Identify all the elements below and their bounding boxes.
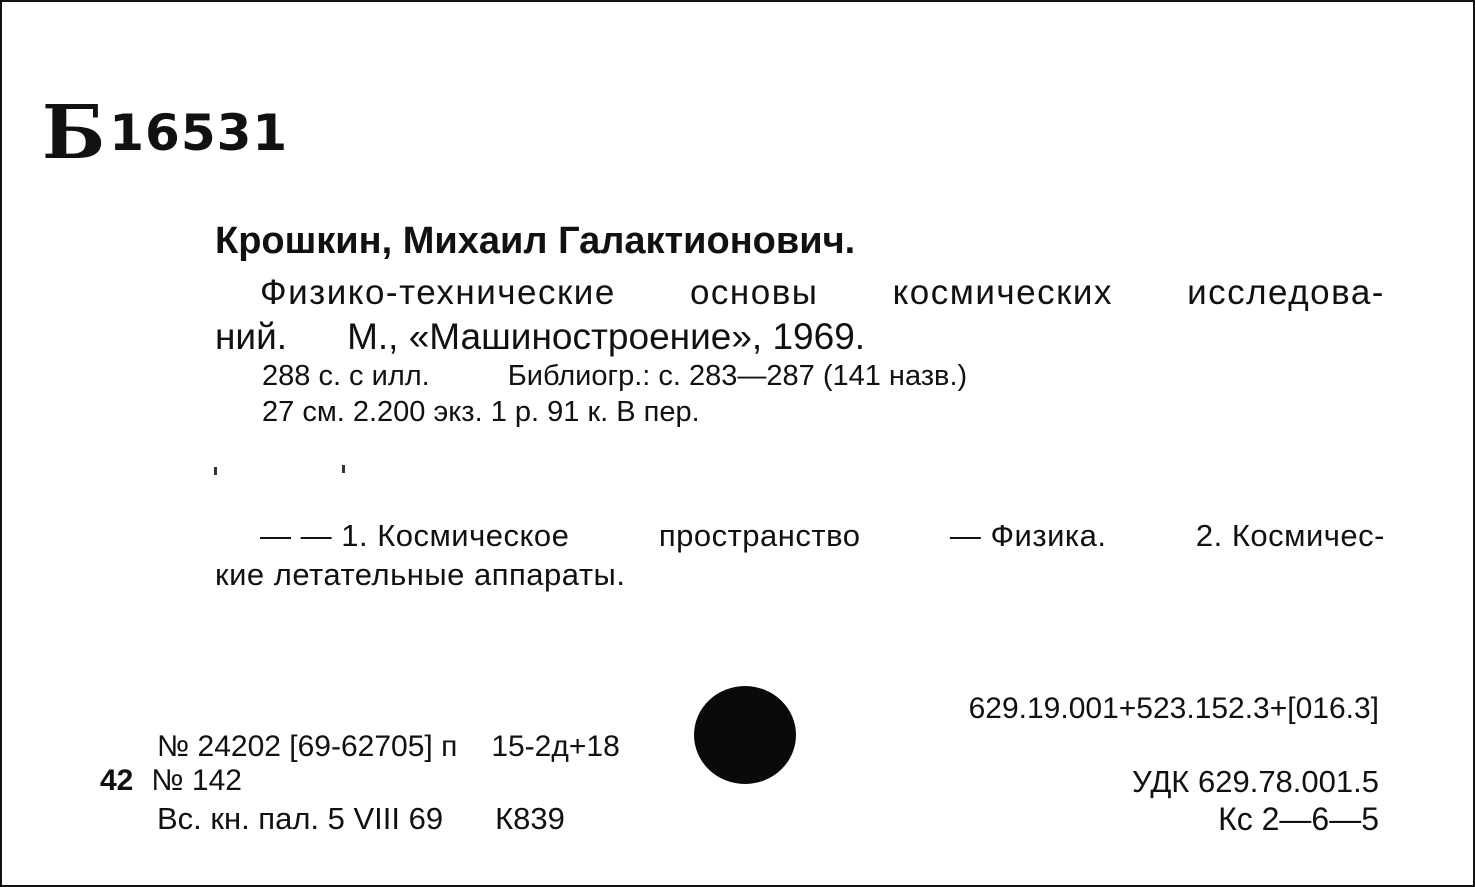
classification-number: 629.19.001+523.152.3+[016.3] (968, 692, 1379, 725)
subject-part: пространство (658, 518, 861, 553)
title-line-1 (260, 273, 1385, 313)
punch-hole (694, 686, 796, 784)
print-run: 15-2д+18 (491, 730, 620, 763)
title-word: Физико-технические (260, 273, 616, 312)
author-code: К839 (495, 801, 565, 836)
bibliography-info: Библиогр.: с. 283—287 (141 назв.) (507, 360, 968, 392)
format-price-line: 27 см. 2.200 экз. 1 р. 91 к. В пер. (262, 396, 700, 428)
title-line-2 (215, 316, 865, 358)
subject-headings-line-2: кие летательные аппараты. (215, 557, 626, 592)
subject-headings-line-1 (260, 518, 1385, 554)
shelf-mark (42, 90, 288, 176)
mark-tick (342, 465, 345, 473)
subject-part: 2. Космичес- (1195, 518, 1385, 553)
physical-description (262, 360, 967, 393)
author-heading: Крошкин, Михаил Галактионович. (215, 220, 856, 262)
item-line (100, 764, 242, 798)
publisher-imprint: М., «Машиностроение», 1969. (347, 316, 866, 357)
udc-number: УДК 629.78.001.5 (1132, 764, 1379, 799)
shelf-mark-number: 16531 (109, 104, 289, 162)
title-word: космических (892, 273, 1113, 312)
title-word: исследова- (1187, 273, 1385, 312)
sheet-number: 42 (100, 764, 134, 797)
registration-line (157, 801, 565, 837)
order-line (157, 730, 620, 764)
subject-part: — — 1. Космическое (260, 518, 570, 553)
order-number: № 24202 [69-62705] п (157, 730, 458, 763)
title-end: ний. (215, 316, 288, 357)
pages-info: 288 с. с илл. (262, 360, 430, 392)
registration-date: Вс. кн. пал. 5 VIII 69 (157, 801, 444, 836)
item-number: № 142 (151, 764, 242, 797)
shelf-mark-letter: Б (42, 90, 104, 176)
mark-tick (214, 467, 217, 475)
title-word: основы (689, 273, 819, 312)
kc-number: Кс 2—6—5 (1218, 801, 1379, 837)
subject-part: — Физика. (949, 518, 1107, 553)
